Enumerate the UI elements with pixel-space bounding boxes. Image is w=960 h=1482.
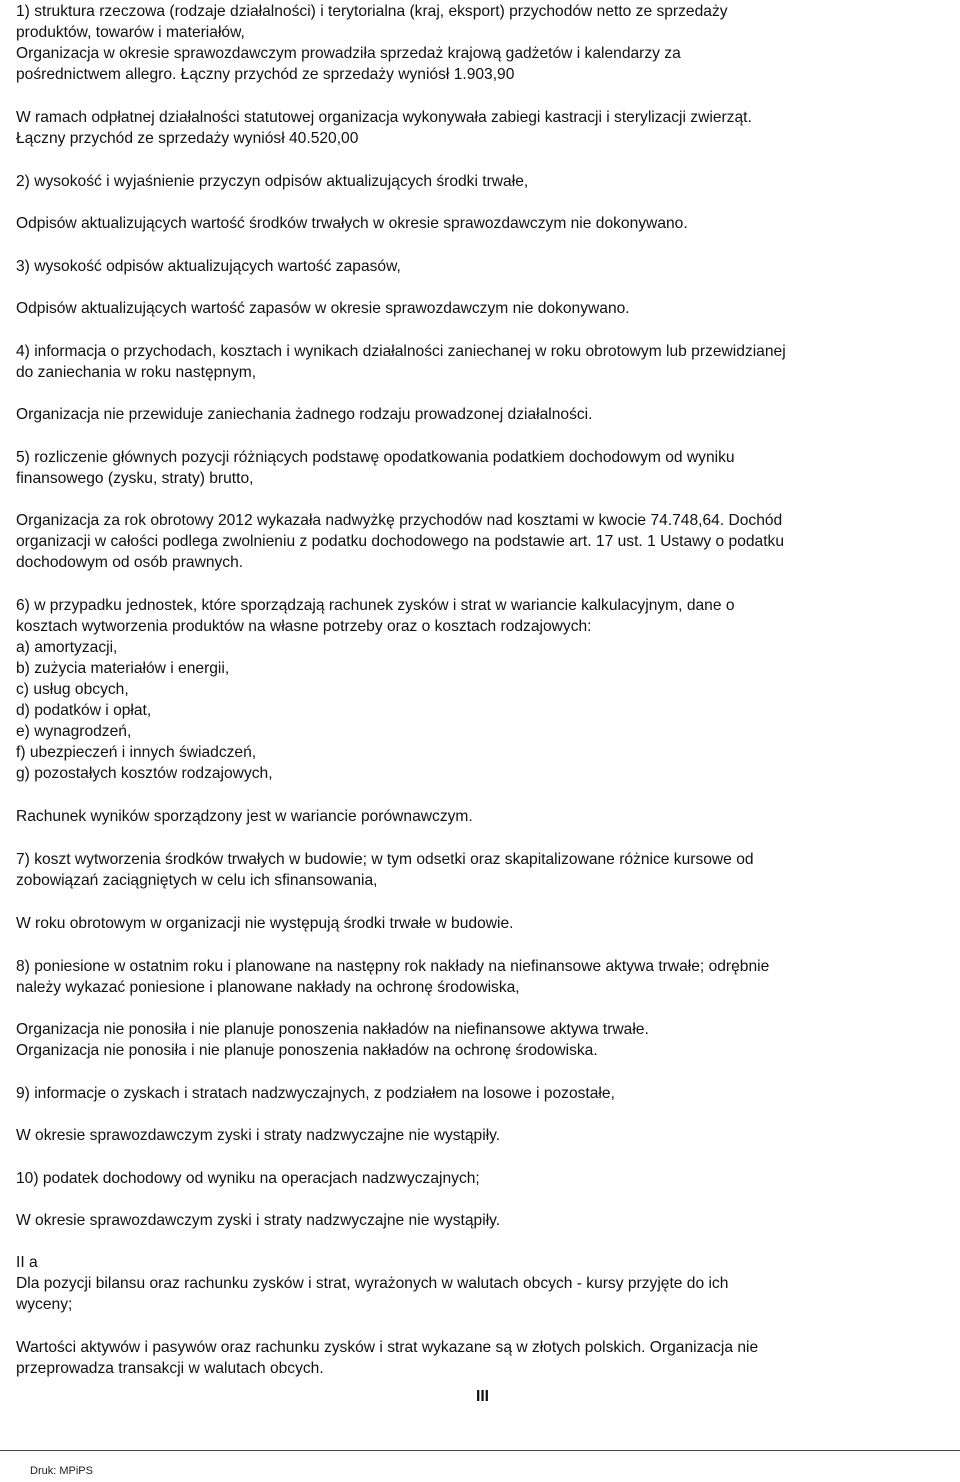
text-line: pośrednictwem allegro. Łączny przychód ze sprzedaży wyniósł 1.903,90 bbox=[16, 66, 515, 83]
text-line: 7) koszt wytworzenia środków trwałych w budowie; w tym odsetki oraz skapitalizowane różnice kursowe od bbox=[16, 851, 754, 868]
list-item: b) zużycia materiałów i energii, bbox=[16, 660, 230, 677]
text-line: wyceny; bbox=[16, 1296, 73, 1313]
text-line: W okresie sprawozdawczym zyski i straty nadzwyczajne nie wystąpiły. bbox=[16, 1212, 501, 1229]
list-item: c) usług obcych, bbox=[16, 681, 129, 698]
text-line: 8) poniesione w ostatnim roku i planowane na następny rok nakłady na niefinansowe aktywa trwałe; odrębnie bbox=[16, 958, 770, 975]
text-line: Odpisów aktualizujących wartość środków trwałych w okresie sprawozdawczym nie dokonywano. bbox=[16, 215, 688, 232]
text-line: 3) wysokość odpisów aktualizujących wartość zapasów, bbox=[16, 258, 401, 275]
text-line: Organizacja za rok obrotowy 2012 wykazała nadwyżkę przychodów nad kosztami w kwocie 74.748,64. Dochód bbox=[16, 512, 783, 529]
text-line: Odpisów aktualizujących wartość zapasów w okresie sprawozdawczym nie dokonywano. bbox=[16, 300, 630, 317]
footer-divider bbox=[0, 1450, 960, 1451]
list-item: f) ubezpieczeń i innych świadczeń, bbox=[16, 744, 257, 761]
text-line: W okresie sprawozdawczym zyski i straty nadzwyczajne nie wystąpiły. bbox=[16, 1127, 501, 1144]
text-line: 9) informacje o zyskach i stratach nadzwyczajnych, z podziałem na losowe i pozostałe, bbox=[16, 1085, 615, 1102]
list-item: e) wynagrodzeń, bbox=[16, 723, 132, 740]
list-item: d) podatków i opłat, bbox=[16, 702, 152, 719]
text-line: 4) informacja o przychodach, kosztach i wynikach działalności zaniechanej w roku obrotowym lub przewidzianej bbox=[16, 343, 786, 360]
text-line: organizacji w całości podlega zwolnieniu z podatku dochodowego na podstawie art. 17 ust. 1 Ustawy o podatku bbox=[16, 533, 785, 550]
text-line: 1) struktura rzeczowa (rodzaje działalności) i terytorialna (kraj, eksport) przychodów netto ze sprzedaży bbox=[16, 3, 728, 20]
text-line: 10) podatek dochodowy od wyniku na operacjach nadzwyczajnych; bbox=[16, 1170, 480, 1187]
text-line: Organizacja w okresie sprawozdawczym prowadziła sprzedaż krajową gadżetów i kalendarzy za bbox=[16, 45, 681, 62]
text-line: należy wykazać poniesione i planowane nakłady na ochronę środowiska, bbox=[16, 979, 520, 996]
text-line: dochodowym od osób prawnych. bbox=[16, 554, 244, 571]
text-line: finansowego (zysku, straty) brutto, bbox=[16, 470, 254, 487]
section-heading: II a bbox=[16, 1254, 38, 1271]
text-line: 5) rozliczenie głównych pozycji różniących podstawę opodatkowania podatkiem dochodowym od wyniku bbox=[16, 449, 735, 466]
text-line: 2) wysokość i wyjaśnienie przyczyn odpisów aktualizujących środki trwałe, bbox=[16, 173, 529, 190]
text-line: W roku obrotowym w organizacji nie występują środki trwałe w budowie. bbox=[16, 915, 514, 932]
section-marker: III bbox=[476, 1388, 489, 1405]
text-line: Organizacja nie przewiduje zaniechania żadnego rodzaju prowadzonej działalności. bbox=[16, 406, 593, 423]
text-line: kosztach wytworzenia produktów na własne potrzeby oraz o kosztach rodzajowych: bbox=[16, 618, 592, 635]
text-line: Dla pozycji bilansu oraz rachunku zysków i strat, wyrażonych w walutach obcych - kursy przyjęte do ich bbox=[16, 1275, 729, 1292]
list-item: g) pozostałych kosztów rodzajowych, bbox=[16, 765, 273, 782]
footer-print-label: Druk: MPiPS bbox=[30, 1465, 93, 1477]
text-line: Organizacja nie ponosiła i nie planuje ponoszenia nakładów na niefinansowe aktywa trwałe. bbox=[16, 1021, 649, 1038]
text-line: przeprowadza transakcji w walutach obcych. bbox=[16, 1360, 324, 1377]
text-line: zobowiązań zaciągniętych w celu ich sfinansowania, bbox=[16, 872, 378, 889]
text-line: Rachunek wyników sporządzony jest w wariancie porównawczym. bbox=[16, 808, 473, 825]
text-line: W ramach odpłatnej działalności statutowej organizacja wykonywała zabiegi kastracji i sterylizacji zwierząt. bbox=[16, 109, 752, 126]
text-line: Wartości aktywów i pasywów oraz rachunku zysków i strat wykazane są w złotych polskich. Organizacja nie bbox=[16, 1339, 759, 1356]
list-item: a) amortyzacji, bbox=[16, 639, 118, 656]
text-line: Łączny przychód ze sprzedaży wyniósł 40.520,00 bbox=[16, 130, 359, 147]
text-line: 6) w przypadku jednostek, które sporządzają rachunek zysków i strat w wariancie kalkulacyjnym, dane o bbox=[16, 597, 735, 614]
text-line: produktów, towarów i materiałów, bbox=[16, 24, 245, 41]
text-line: Organizacja nie ponosiła i nie planuje ponoszenia nakładów na ochronę środowiska. bbox=[16, 1042, 598, 1059]
text-line: do zaniechania w roku następnym, bbox=[16, 364, 257, 381]
